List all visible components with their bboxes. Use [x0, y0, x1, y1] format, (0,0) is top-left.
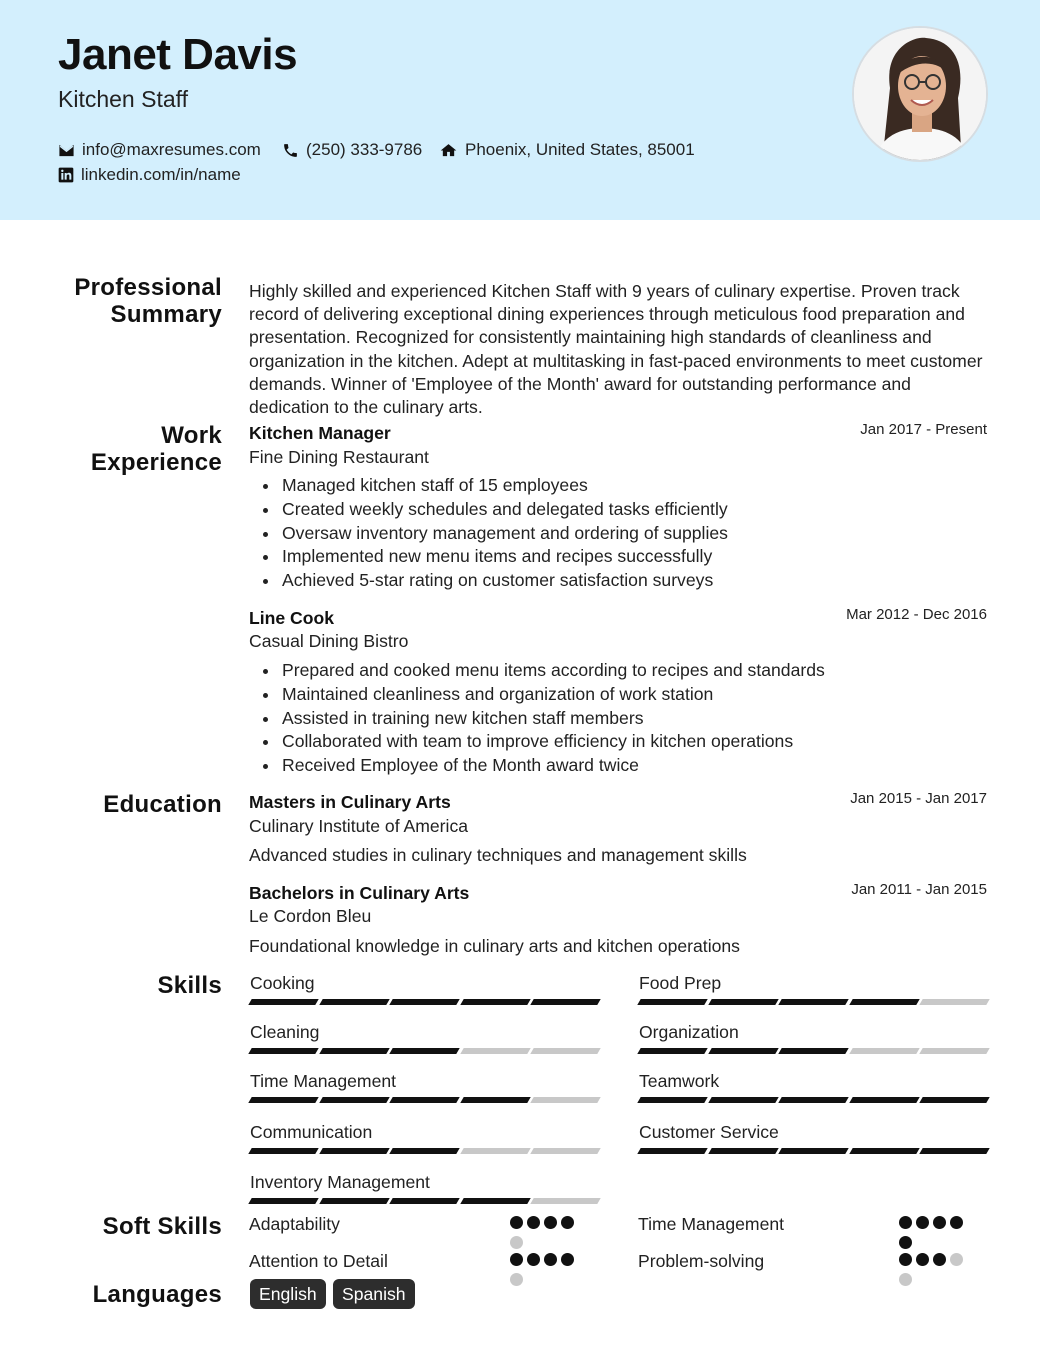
- list-item: Achieved 5-star rating on customer satisfaction surveys: [282, 569, 728, 593]
- soft-skill-dot: [899, 1236, 912, 1249]
- skill-level-segment: [460, 1097, 530, 1103]
- soft-skill-dot: [899, 1216, 912, 1229]
- soft-skill-name: Time Management: [638, 1214, 785, 1234]
- skill-level-bar: [639, 1097, 988, 1103]
- section-title-languages: Languages: [92, 1281, 222, 1308]
- skill-level-bar: [250, 1097, 599, 1103]
- skill-level-bar: [639, 1148, 988, 1154]
- soft-skill-dots: [899, 1253, 971, 1293]
- skill-level-segment: [708, 1097, 778, 1103]
- summary-text: Highly skilled and experienced Kitchen Staff with 9 years of culinary expertise. Proven track record of delivering exceptional dining experiences through meticulous food preparation and presentation. Recognized for consistently maintaining high standards of cleanliness and organization in the kitchen. Adept at multitasking in fast-paced environments to meet customer demands. Winner of 'Employee of the Month' award for outstanding performance and dedication to the culinary arts.: [249, 281, 983, 418]
- skill-item: [250, 1172, 599, 1204]
- job-title: Kitchen Staff: [58, 86, 188, 112]
- soft-skill-dot: [527, 1216, 540, 1229]
- edu-desc-2: Foundational knowledge in culinary arts and kitchen operations: [249, 936, 740, 956]
- section-title-summary: Professional Summary: [74, 274, 222, 328]
- skill-level-segment: [849, 1097, 919, 1103]
- skill-level-segment: [319, 1048, 389, 1054]
- skill-level-segment: [849, 1048, 919, 1054]
- soft-skill-dot: [916, 1216, 929, 1229]
- soft-skill-dot: [544, 1253, 557, 1266]
- candidate-name: Janet Davis: [58, 30, 298, 79]
- skill-item: [639, 1071, 988, 1103]
- skill-level-segment: [389, 1097, 459, 1103]
- skill-level-segment: [248, 1198, 318, 1204]
- list-item: Assisted in training new kitchen staff members: [282, 707, 825, 731]
- skill-level-segment: [531, 1198, 601, 1204]
- edu-date-2: Jan 2011 - Jan 2015: [851, 881, 987, 898]
- skill-item: [250, 1022, 599, 1054]
- skill-level-segment: [460, 999, 530, 1005]
- home-icon: [439, 142, 458, 159]
- skill-level-bar: [250, 999, 599, 1005]
- skill-level-segment: [389, 1048, 459, 1054]
- soft-skill-dot: [561, 1216, 574, 1229]
- skill-level-segment: [778, 1097, 848, 1103]
- skill-item: [639, 1122, 988, 1154]
- phone-icon: [282, 142, 299, 159]
- soft-skill-dot: [933, 1253, 946, 1266]
- soft-skill-dot: [527, 1253, 540, 1266]
- skill-level-segment: [460, 1198, 530, 1204]
- skill-level-segment: [708, 1048, 778, 1054]
- soft-skill-dot: [510, 1273, 523, 1286]
- job-title-1: Kitchen Manager: [249, 423, 391, 443]
- section-title-education: Education: [103, 791, 222, 818]
- skill-level-segment: [460, 1048, 530, 1054]
- phone-text: (250) 333-9786: [306, 140, 423, 159]
- soft-skill-dots: [510, 1216, 582, 1256]
- skill-level-segment: [319, 1148, 389, 1154]
- soft-skill-dot: [899, 1273, 912, 1286]
- job-date-2: Mar 2012 - Dec 2016: [846, 606, 987, 623]
- language-badge-spanish: Spanish: [333, 1279, 415, 1309]
- school-1: Culinary Institute of America: [249, 816, 469, 836]
- degree-2: Bachelors in Culinary Arts: [249, 883, 470, 903]
- skill-level-segment: [531, 999, 601, 1005]
- language-badge-english: English: [250, 1279, 326, 1309]
- contact-location: [439, 140, 695, 160]
- soft-skill-dot: [933, 1216, 946, 1229]
- skill-name: Cooking: [250, 973, 315, 993]
- list-item: Managed kitchen staff of 15 employees: [282, 474, 728, 498]
- soft-skill-dot: [510, 1253, 523, 1266]
- list-item: Maintained cleanliness and organization of work station: [282, 683, 825, 707]
- soft-skill-dots: [510, 1253, 582, 1293]
- edu-date-1: Jan 2015 - Jan 2017: [850, 790, 987, 807]
- job-date-1: Jan 2017 - Present: [860, 421, 987, 438]
- skill-level-segment: [920, 1148, 990, 1154]
- section-title-skills: Skills: [157, 972, 222, 999]
- skill-level-segment: [531, 1148, 601, 1154]
- skill-item: [639, 1022, 988, 1054]
- skill-level-segment: [637, 999, 707, 1005]
- envelope-icon: [58, 142, 75, 159]
- skill-level-segment: [389, 1148, 459, 1154]
- contact-linkedin[interactable]: [58, 165, 241, 185]
- location-text: Phoenix, United States, 85001: [465, 140, 695, 159]
- contact-email[interactable]: [58, 140, 261, 160]
- skill-item: [250, 1122, 599, 1154]
- skill-level-segment: [849, 999, 919, 1005]
- skill-name: Food Prep: [639, 973, 722, 993]
- skill-level-segment: [637, 1148, 707, 1154]
- skill-item: [250, 973, 599, 1005]
- skill-level-segment: [920, 1048, 990, 1054]
- skill-level-segment: [778, 999, 848, 1005]
- soft-skill-name: Attention to Detail: [249, 1251, 388, 1271]
- skill-name: Cleaning: [250, 1022, 320, 1042]
- list-item: Oversaw inventory management and ordering of supplies: [282, 522, 728, 546]
- skill-level-segment: [531, 1048, 601, 1054]
- skill-name: Communication: [250, 1122, 373, 1142]
- soft-skill-dot: [510, 1216, 523, 1229]
- skill-level-segment: [248, 1097, 318, 1103]
- skill-level-segment: [460, 1148, 530, 1154]
- skill-level-bar: [250, 1198, 599, 1204]
- skill-level-bar: [639, 999, 988, 1005]
- skill-level-segment: [389, 1198, 459, 1204]
- soft-skill-dot: [950, 1253, 963, 1266]
- soft-skill-dot: [510, 1236, 523, 1249]
- header-banner: [0, 0, 1040, 220]
- job-bullets-2: [282, 659, 825, 778]
- skill-name: Organization: [639, 1022, 739, 1042]
- school-2: Le Cordon Bleu: [249, 906, 372, 926]
- list-item: Received Employee of the Month award twice: [282, 754, 825, 778]
- skill-level-segment: [708, 999, 778, 1005]
- soft-skill-dot: [561, 1253, 574, 1266]
- skill-level-segment: [531, 1097, 601, 1103]
- job-title-2: Line Cook: [249, 608, 335, 628]
- skill-level-segment: [920, 999, 990, 1005]
- skill-item: [250, 1071, 599, 1103]
- skill-level-segment: [637, 1048, 707, 1054]
- degree-1: Masters in Culinary Arts: [249, 792, 451, 812]
- skill-name: Time Management: [250, 1071, 397, 1091]
- email-text: info@maxresumes.com: [82, 140, 261, 159]
- linkedin-icon: [58, 167, 74, 183]
- skill-level-segment: [319, 999, 389, 1005]
- soft-skill-dot: [950, 1216, 963, 1229]
- skill-name: Inventory Management: [250, 1172, 430, 1192]
- list-item: Prepared and cooked menu items according to recipes and standards: [282, 659, 825, 683]
- skill-level-segment: [248, 999, 318, 1005]
- edu-desc-1: Advanced studies in culinary techniques and management skills: [249, 845, 747, 865]
- list-item: Implemented new menu items and recipes successfully: [282, 545, 728, 569]
- soft-skill-dot: [916, 1253, 929, 1266]
- soft-skill-dots: [899, 1216, 971, 1256]
- skill-level-segment: [319, 1198, 389, 1204]
- skill-level-segment: [708, 1148, 778, 1154]
- skill-level-segment: [248, 1048, 318, 1054]
- job-bullets-1: [282, 474, 728, 593]
- skill-level-segment: [389, 999, 459, 1005]
- skill-item: [639, 973, 988, 1005]
- skill-level-bar: [250, 1048, 599, 1054]
- list-item: Created weekly schedules and delegated tasks efficiently: [282, 498, 728, 522]
- linkedin-text: linkedin.com/in/name: [81, 165, 241, 184]
- company-2: Casual Dining Bistro: [249, 631, 409, 651]
- skill-level-segment: [920, 1097, 990, 1103]
- list-item: Collaborated with team to improve efficiency in kitchen operations: [282, 730, 825, 754]
- soft-skill-name: Problem-solving: [638, 1251, 765, 1271]
- profile-photo: [852, 26, 988, 162]
- skill-level-segment: [319, 1097, 389, 1103]
- section-title-work: Work Experience: [90, 422, 222, 476]
- soft-skill-dot: [899, 1253, 912, 1266]
- contact-phone[interactable]: [282, 140, 422, 160]
- soft-skill-dot: [544, 1216, 557, 1229]
- skill-name: Customer Service: [639, 1122, 779, 1142]
- skill-level-segment: [248, 1148, 318, 1154]
- skill-name: Teamwork: [639, 1071, 720, 1091]
- portrait-illustration: [854, 28, 988, 162]
- section-title-soft-skills: Soft Skills: [102, 1213, 222, 1240]
- skill-level-segment: [637, 1097, 707, 1103]
- skill-level-segment: [778, 1048, 848, 1054]
- soft-skill-name: Adaptability: [249, 1214, 340, 1234]
- skill-level-segment: [849, 1148, 919, 1154]
- skill-level-bar: [250, 1148, 599, 1154]
- skill-level-bar: [639, 1048, 988, 1054]
- skill-level-segment: [778, 1148, 848, 1154]
- company-1: Fine Dining Restaurant: [249, 447, 429, 467]
